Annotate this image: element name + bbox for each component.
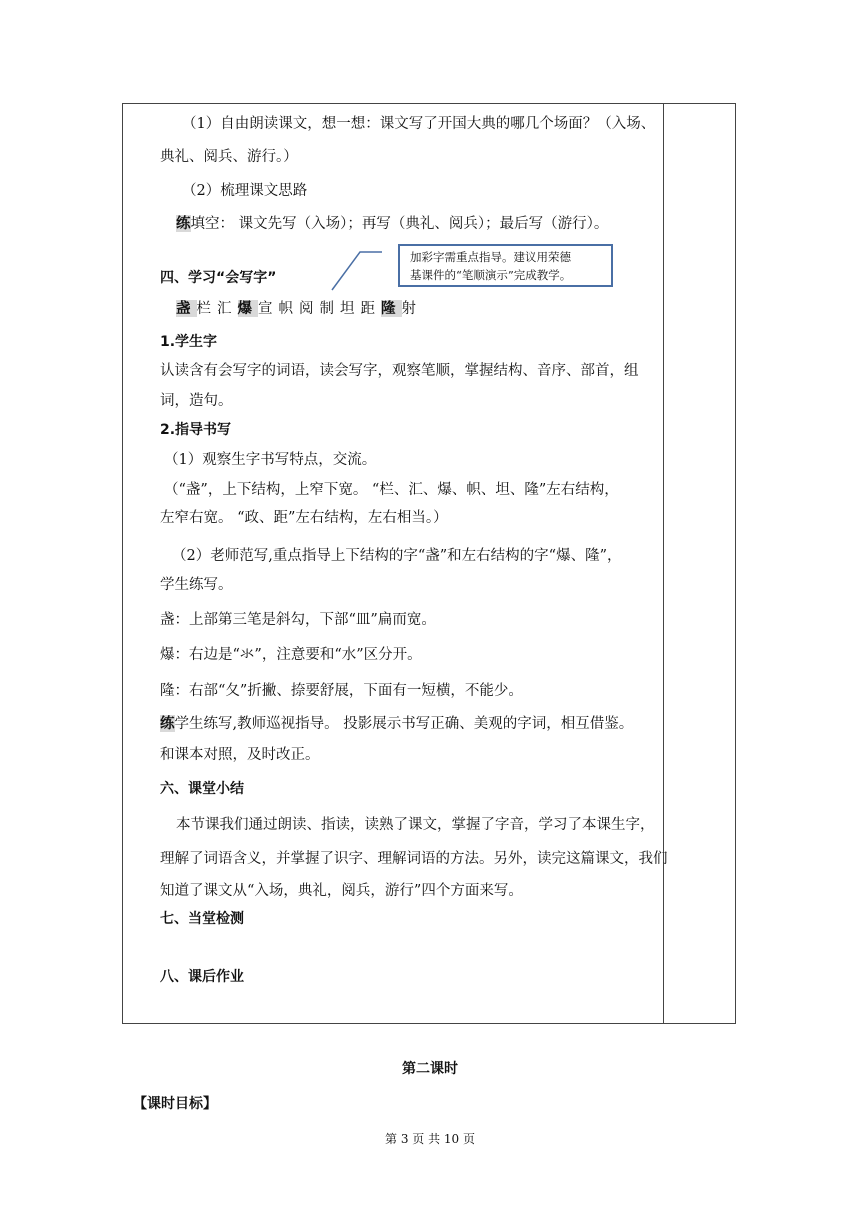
objective-label: 【课时目标】 xyxy=(133,1096,217,1112)
writing-character: 阅 xyxy=(299,301,320,317)
text-line: 爆：右边是“氺”，注意要和“水”区分开。 xyxy=(160,647,422,663)
writing-character: 爆 xyxy=(237,300,258,317)
text-line: （2）梳理课文思路 xyxy=(182,183,308,199)
page-footer: 第 3 页 共 10 页 xyxy=(385,1132,475,1146)
section-heading: 四、学习“会写字” xyxy=(160,270,277,286)
writing-character: 射 xyxy=(401,301,422,317)
writing-character: 坦 xyxy=(340,301,361,317)
writing-character: 汇 xyxy=(217,301,238,317)
text-line: 左窄右宽。 “政、距”左右结构，左右相当。） xyxy=(160,510,448,526)
writing-character: 盏 xyxy=(176,300,197,317)
text-line: （1）观察生字书写特点，交流。 xyxy=(164,452,377,468)
practice-line xyxy=(176,214,608,234)
teaching-tip-callout xyxy=(398,244,613,287)
writing-character: 宣 xyxy=(258,301,279,317)
text-line: 典礼、阅兵、游行。） xyxy=(160,149,298,165)
practice-text: 学生练写,教师巡视指导。 投影展示书写正确、美观的字词，相互借鉴。 xyxy=(174,716,634,732)
writing-character: 距 xyxy=(360,301,381,317)
text-line: （“盏”，上下结构，上窄下宽。 “栏、汇、爆、帜、坦、隆”左右结构， xyxy=(164,482,619,498)
text-line: （1）自由朗读课文，想一想：课文写了开国大典的哪几个场面？（入场、 xyxy=(182,116,656,132)
writing-character: 制 xyxy=(319,301,340,317)
text-line: 认读含有会写字的词语，读会写字，观察笔顺，掌握结构、音序、部首，组 xyxy=(160,363,639,379)
sub-heading: 2.指导书写 xyxy=(160,422,232,438)
practice-tag: 练 xyxy=(176,215,191,232)
practice-tag: 练 xyxy=(160,715,175,732)
callout-pointer xyxy=(330,248,390,293)
practice-line xyxy=(160,714,633,734)
text-line: 知道了课文从“入场，典礼，阅兵，游行”四个方面来写。 xyxy=(160,883,523,899)
writing-characters-row xyxy=(176,299,422,319)
text-line: 词，造句。 xyxy=(160,393,233,409)
callout-line: 基课件的“笔顺演示”完成教学。 xyxy=(410,268,572,282)
text-line: （2）老师范写,重点指导上下结构的字“盏”和左右结构的字“爆、隆”， xyxy=(172,548,622,564)
text-line: 本节课我们通过朗读、指读，读熟了课文，掌握了字音，学习了本课生字， xyxy=(176,817,655,833)
sub-heading: 1.学生字 xyxy=(160,334,218,350)
column-divider xyxy=(663,104,664,1023)
section-heading: 八、课后作业 xyxy=(160,969,244,985)
text-line: 和课本对照，及时改正。 xyxy=(160,747,320,763)
section-title: 第二课时 xyxy=(402,1061,458,1077)
section-heading: 七、当堂检测 xyxy=(160,911,244,927)
text-line: 盏：上部第三笔是斜勾，下部“皿”扁而宽。 xyxy=(160,612,436,628)
text-line: 理解了词语含义，并掌握了识字、理解词语的方法。另外，读完这篇课文，我们 xyxy=(160,851,668,867)
text-line: 隆：右部“夂”折撇、捺要舒展，下面有一短横，不能少。 xyxy=(160,683,523,699)
callout-line: 加彩字需重点指导。建议用荣德 xyxy=(410,250,571,264)
practice-text: 填空： 课文先写（入场）；再写（典礼、阅兵）；最后写（游行）。 xyxy=(190,216,609,232)
section-heading: 六、课堂小结 xyxy=(160,781,244,797)
text-line: 学生练写。 xyxy=(160,577,233,593)
writing-character: 帜 xyxy=(278,301,299,317)
writing-character: 栏 xyxy=(196,301,217,317)
writing-character: 隆 xyxy=(381,300,402,317)
